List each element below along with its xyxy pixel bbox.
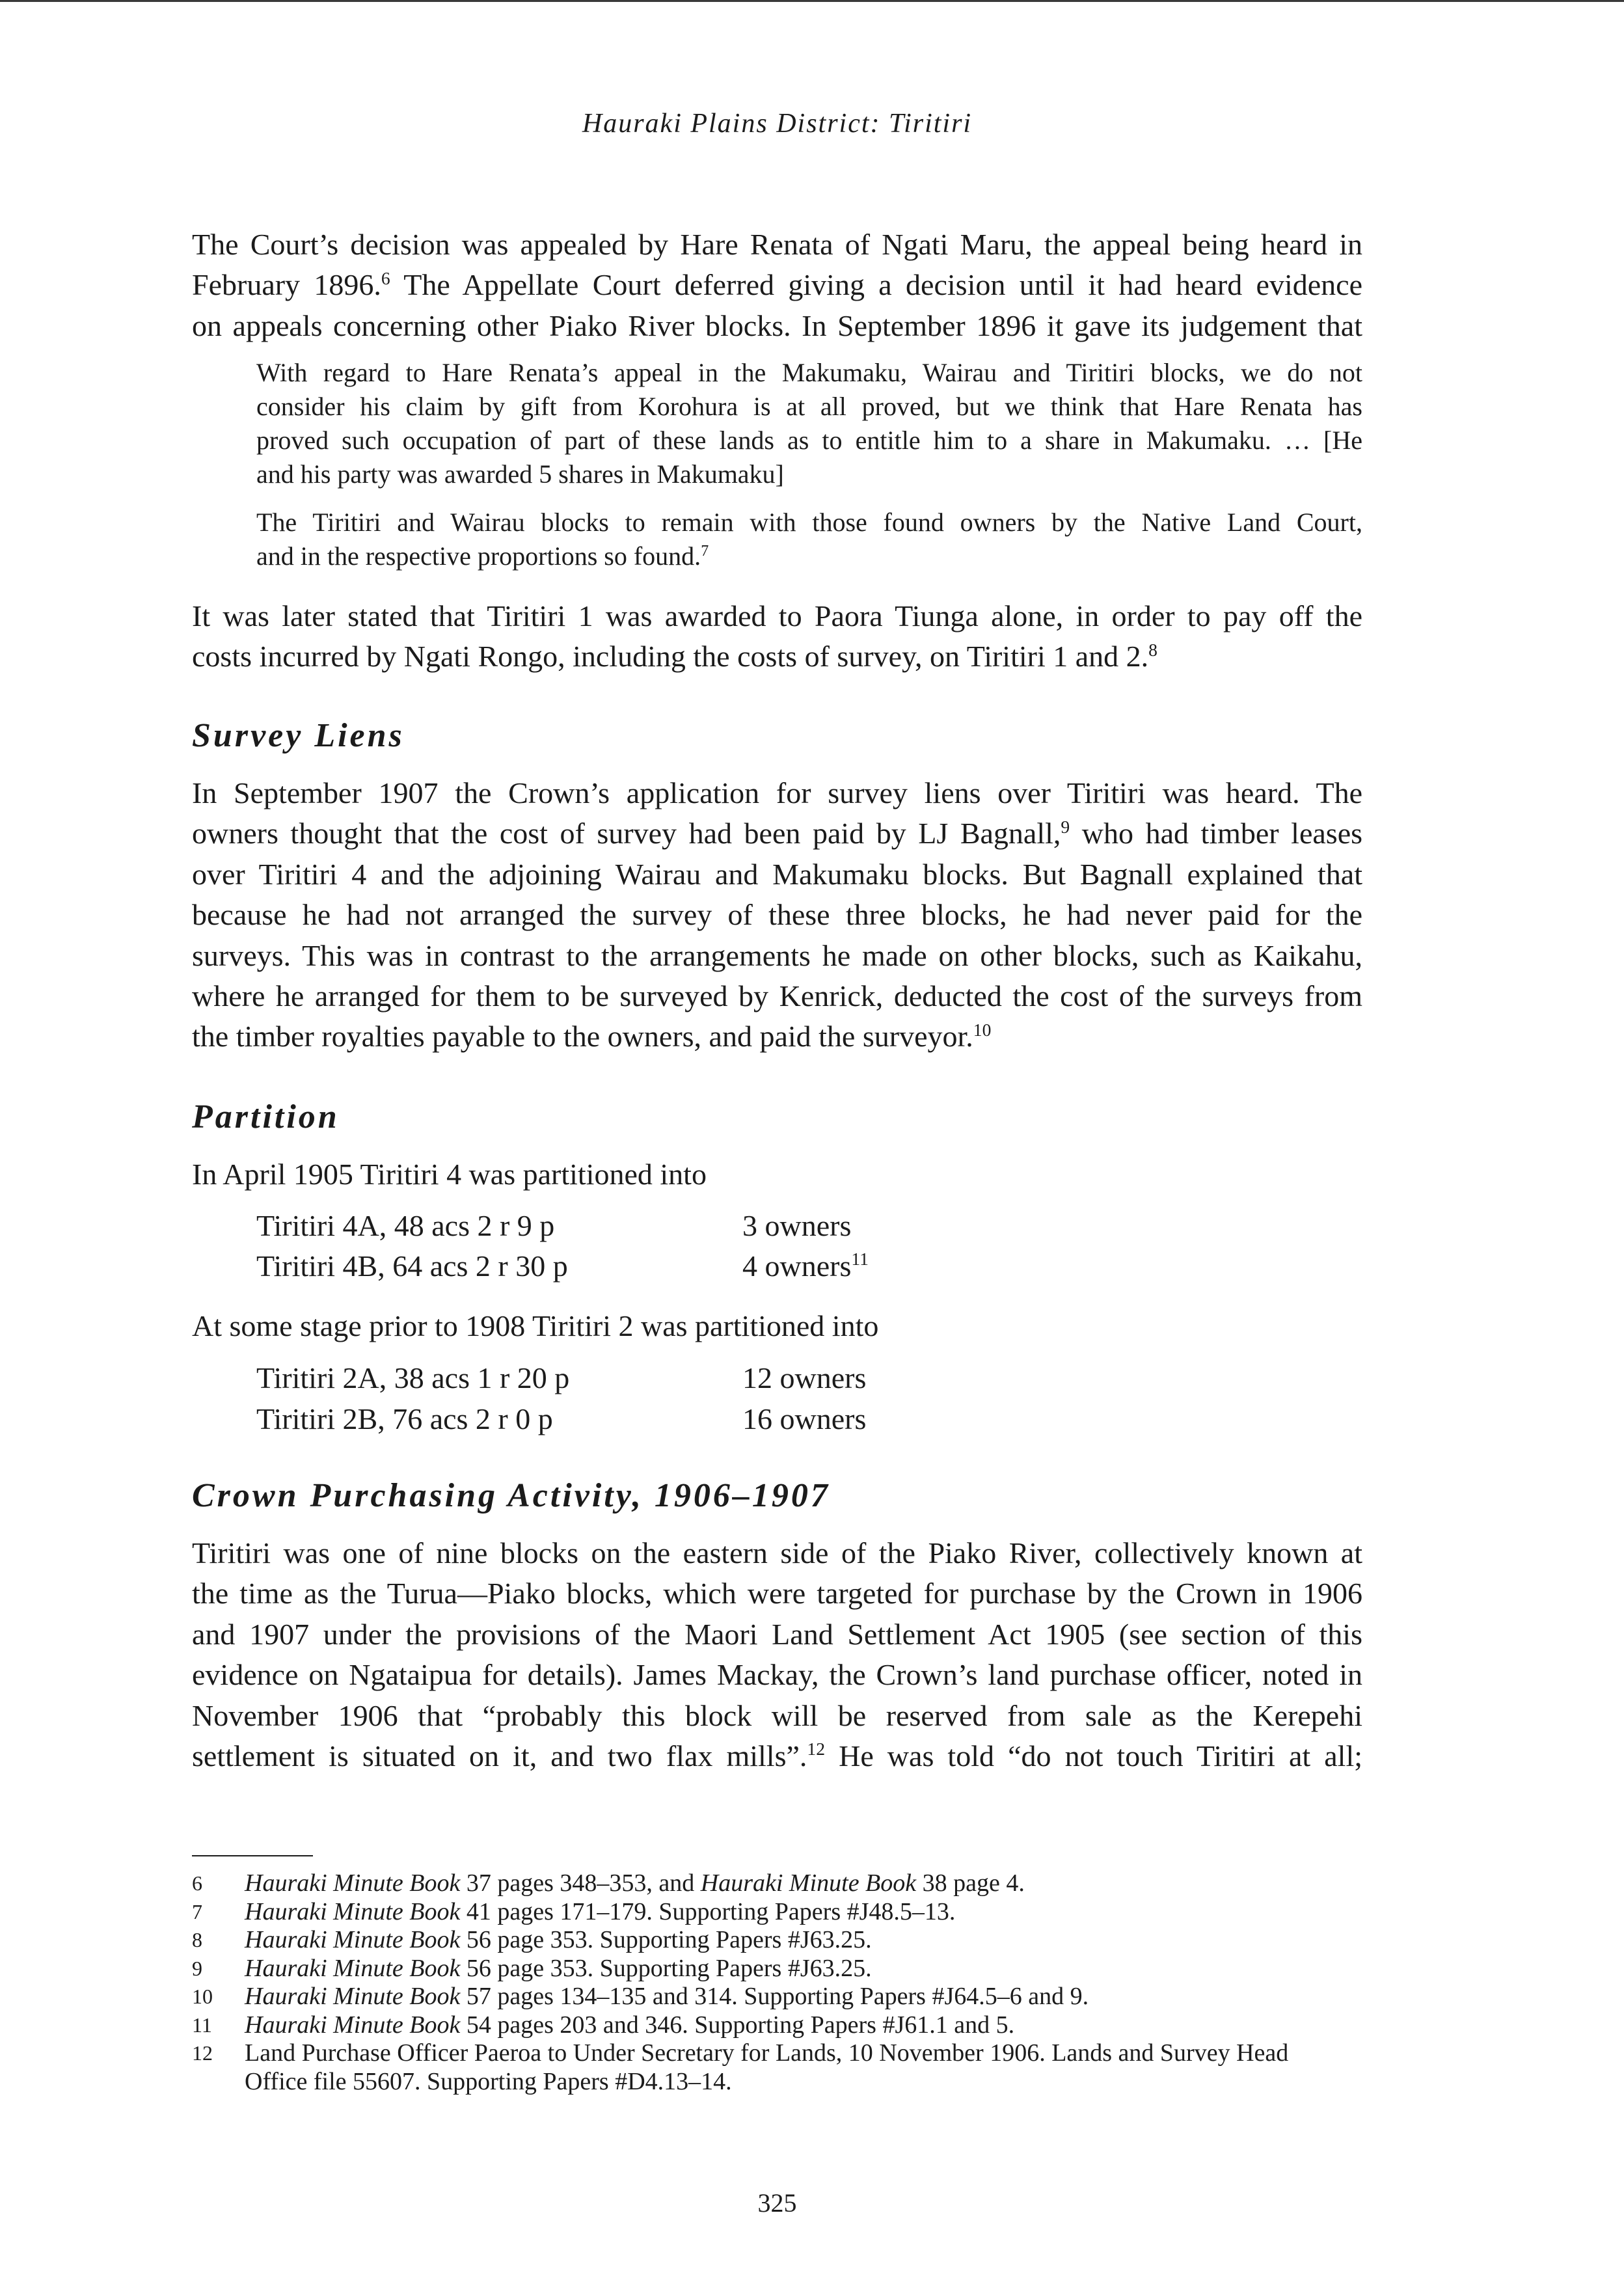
quote-line: With regard to Hare Renata’s appeal in the Makumaku, Wairau and Tiritiri blocks, we do not [256, 358, 1362, 387]
footnote-ref: 8 [1148, 639, 1157, 660]
text: The Appellate Court deferred giving a decision until it had heard evidence [403, 268, 1362, 302]
text-line: because he had not arranged the survey of these three blocks, he had never paid for the [192, 898, 1362, 932]
paragraph-tiritiri-1-award [192, 596, 1362, 677]
source-title: Hauraki Minute Book [245, 1983, 461, 2010]
footnote [192, 1955, 1362, 1983]
text: owners thought that the cost of survey had been paid by LJ Bagnall, [192, 817, 1061, 850]
source-reference: 56 page 353. Supporting Papers #J63.25. [466, 1954, 872, 1982]
footnote-number: 11 [192, 2013, 212, 2037]
block-description: Tiritiri 2B, 76 acs 2 r 0 p [256, 1402, 553, 1435]
footnote-text [245, 1869, 1025, 1897]
section-heading-crown-purchasing: Crown Purchasing Activity, 1906–1907 [192, 1477, 830, 1514]
source-reference: 38 page 4. [922, 1869, 1025, 1897]
source-title: Hauraki Minute Book [245, 1954, 461, 1982]
partition-row [256, 1206, 1362, 1246]
text: He was told “do not touch Tiritiri at all; [839, 1739, 1363, 1773]
section-heading-survey-liens: Survey Liens [192, 717, 405, 754]
running-head: Hauraki Plains District: Tiritiri [582, 109, 973, 139]
source-title: Hauraki Minute Book [245, 2011, 461, 2039]
text-line: Tiritiri was one of nine blocks on the eastern side of the Piako River, collectively known at [192, 1536, 1362, 1569]
footnotes [192, 1869, 1362, 2096]
text-line: the time as the Turua—Piako blocks, which were targeted for purchase by the Crown in 1906 [192, 1577, 1362, 1610]
footnote [192, 1898, 1362, 1927]
source-title: Hauraki Minute Book [245, 1897, 461, 1925]
text-line [192, 813, 1362, 854]
footnote [192, 1869, 1362, 1898]
text-line [192, 1016, 1362, 1057]
text-line: At some stage prior to 1908 Tiritiri 2 was partitioned into [192, 1309, 879, 1342]
partition-row [256, 1246, 1362, 1286]
text: settlement is situated on it, and two flax mills”. [192, 1739, 807, 1773]
footnote [192, 2039, 1362, 2096]
quote-line: proved such occupation of part of these lands as to entitle him to a share in Makumaku. … [He [256, 426, 1362, 455]
source-reference: 57 pages 134–135 and 314. Supporting Papers #J64.5–6 and 9. [466, 1983, 1089, 2010]
section-heading-partition: Partition [192, 1098, 340, 1135]
footnote-number: 10 [192, 1985, 213, 2008]
block-description: Tiritiri 4B, 64 acs 2 r 30 p [256, 1249, 568, 1283]
owner-count: 3 owners [742, 1209, 852, 1242]
source-reference: 41 pages 171–179. Supporting Papers #J48.5–13. [466, 1897, 956, 1925]
footnote-ref: 7 [701, 542, 709, 560]
block-quote-judgement [256, 356, 1362, 491]
footnote-text [245, 2011, 1014, 2039]
owner-count-cell [742, 1246, 869, 1286]
paragraph-survey-liens [192, 773, 1362, 1057]
block-description: Tiritiri 4A, 48 acs 2 r 9 p [256, 1209, 555, 1242]
text: costs incurred by Ngati Rongo, including the costs of survey, on Tiritiri 1 and 2. [192, 640, 1149, 673]
footnote-ref: 12 [807, 1739, 825, 1759]
footnote [192, 1926, 1362, 1955]
source-reference: 37 pages 348–353, and [466, 1869, 695, 1897]
text-line: surveys. This was in contrast to the arrangements he made on other blocks, such as Kaikahu, [192, 938, 1362, 972]
paragraph-crown-purchasing [192, 1533, 1362, 1776]
footnote-text-line: Land Purchase Officer Paeroa to Under Secretary for Lands, 10 November 1906. Lands and Survey Head [245, 2039, 1289, 2067]
footnote-ref: 10 [973, 1019, 992, 1040]
source-reference: 54 pages 203 and 346. Supporting Papers #J61.1 and 5. [466, 2011, 1015, 2039]
text-line: where he arranged for them to be surveyed by Kenrick, deducted the cost of the surveys from [192, 979, 1362, 1013]
partition-row [256, 1358, 1362, 1398]
owner-count: 4 owners [742, 1249, 852, 1283]
source-reference: 56 page 353. Supporting Papers #J63.25. [466, 1926, 872, 1953]
text: February 1896. [192, 268, 381, 302]
footnote-rule [192, 1855, 313, 1856]
source-title: Hauraki Minute Book [245, 1926, 461, 1953]
text-line: on appeals concerning other Piako River blocks. In September 1896 it gave its judgement that [192, 308, 1362, 342]
quote-line: consider his claim by gift from Korohura is at all proved, but we think that Hare Renata has [256, 392, 1362, 421]
footnote-number: 9 [192, 1956, 202, 1980]
text: who had timber leases [1081, 817, 1363, 850]
footnote [192, 2011, 1362, 2040]
page-number: 325 [757, 2188, 797, 2218]
partition-intro-2 [192, 1306, 1362, 1346]
text-line: evidence on Ngataipua for details). James Mackay, the Crown’s land purchase officer, noted in [192, 1658, 1362, 1692]
footnote-text [245, 1926, 872, 1953]
paragraph-court-decision [192, 224, 1362, 346]
text-line: November 1906 that “probably this block will be reserved from sale as the Kerepehi [192, 1698, 1362, 1732]
text-line: and 1907 under the provisions of the Maori Land Settlement Act 1905 (see section of this [192, 1617, 1362, 1651]
text-line: over Tiritiri 4 and the adjoining Wairau and Makumaku blocks. But Bagnall explained that [192, 857, 1362, 891]
footnote-text [245, 1983, 1089, 2010]
source-title: Hauraki Minute Book [700, 1869, 917, 1897]
footnote-ref: 11 [851, 1249, 869, 1270]
text-line [192, 1736, 1362, 1776]
text-line: The Court’s decision was appealed by Hare Renata of Ngati Maru, the appeal being heard in [192, 228, 1362, 261]
footnote [192, 1983, 1362, 2011]
scan-edge-line [0, 0, 1624, 2]
block-quote-judgement-continued [256, 506, 1362, 573]
source-title: Hauraki Minute Book [245, 1869, 461, 1897]
partition-row [256, 1399, 1362, 1439]
quote-line: and his party was awarded 5 shares in Makumaku] [256, 459, 784, 489]
footnote-ref: 6 [381, 267, 390, 288]
footnote-ref: 9 [1061, 816, 1070, 837]
footnote-number: 7 [192, 1899, 202, 1923]
block-description: Tiritiri 2A, 38 acs 1 r 20 p [256, 1361, 570, 1394]
footnote-text-line: Office file 55607. Supporting Papers #D4.13–14. [245, 2067, 732, 2095]
text-line [192, 265, 1362, 305]
text: and in the respective proportions so found. [256, 541, 701, 571]
footnote-number: 6 [192, 1871, 202, 1895]
text-line: In September 1907 the Crown’s application for survey liens over Tiritiri was heard. The [192, 776, 1362, 809]
text-line: In April 1905 Tiritiri 4 was partitioned into [192, 1158, 707, 1191]
footnote-number: 8 [192, 1928, 202, 1951]
partition-intro-4 [192, 1154, 1362, 1195]
footnote-number: 12 [192, 2041, 213, 2065]
footnote-text [245, 1955, 872, 1982]
quote-line: The Tiritiri and Wairau blocks to remain with those found owners by the Native Land Court, [256, 508, 1362, 537]
quote-line [256, 539, 1362, 573]
text: the timber royalties payable to the owners, and paid the surveyor. [192, 1020, 973, 1053]
owner-count: 12 owners [742, 1361, 867, 1394]
owner-count: 16 owners [742, 1402, 867, 1435]
text-line [192, 636, 1362, 677]
text-line: It was later stated that Tiritiri 1 was awarded to Paora Tiunga alone, in order to pay off the [192, 599, 1362, 632]
footnote-text [245, 1898, 955, 1925]
